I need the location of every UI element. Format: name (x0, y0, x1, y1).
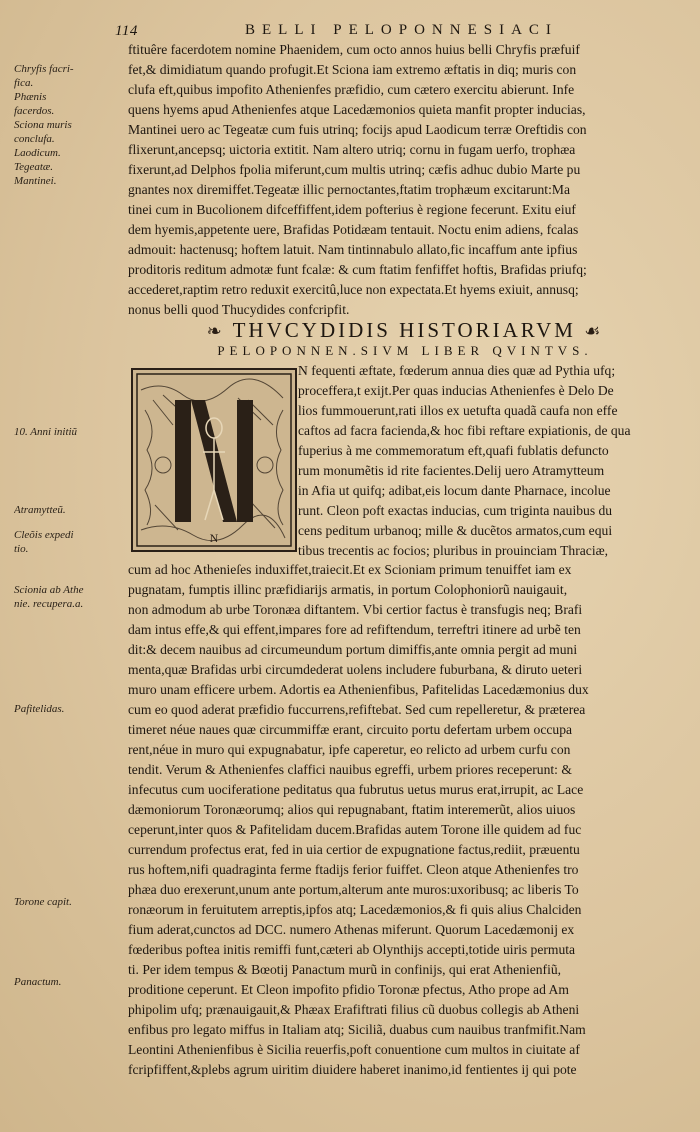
text-line: cum eo quod aderat præfidio fuccurrens,refiftebat. Sed cum repelleretur, & præterea (128, 702, 586, 717)
text-line: fixerunt,ad Delphos fpolia miferunt,cum multis utrinq; cæfis adhuc dubio Marte pu (128, 162, 581, 177)
margin-line: Laodicum. (14, 147, 61, 159)
text-line: ronæorum in feruitutem arreptis,ipfos atq; Lacedæmonios,& fi quis alius Chalciden (128, 902, 582, 917)
text-line: Mantinei uero ac Tegeatæ cum fuis utrinq; focijs apud Laodicum terræ Oreftidis con (128, 122, 587, 137)
running-head: BELLI PELOPONNESIACI (245, 22, 558, 38)
text-line: accederet,raptim retro reduxit exercitû,luce non expectata.Et hyems exiuit, annusq; (128, 282, 579, 297)
fleuron-right-icon: ☙ (584, 321, 604, 341)
margin-note-pasitelidas (14, 702, 126, 716)
text-line: fœderibus poftea initis remiffi funt,cæteri ab Olynthijs accepti,totide uiris permuta (128, 942, 576, 957)
margin-note-panactum (14, 975, 126, 989)
folio-number: 114 (115, 23, 138, 39)
text-line: rus hoftem,nifi quadraginta ferme ftadijs ferior fuiffet. Cleon atque Athenienfes tro (128, 862, 579, 877)
text-line: fcripfiffent,&plebs agrum uiritim diuidere haberet inanimo,id fentientes ij qui pote (128, 1062, 577, 1077)
text-line: phæa duo erexerunt,unum ante portum,alterum ante muros:uxoribusq; ac liberis To (128, 882, 579, 897)
text-line: fet,& dimidiatum quando profugit.Et Sciona iam extremo æftatis in diq; muris con (128, 62, 577, 77)
text-line: ftituêre facerdotem nomine Phaenidem, cum octo annos huius belli Chryfis præfuif (128, 42, 580, 57)
margin-line: Mantinei. (14, 175, 57, 187)
text-line: pugnatam, fumptis illinc præfidiarijs armatis, in portum Colophoniorũ nauigauit, (128, 582, 568, 597)
text-line: tibus trecentis ac focios; pluribus in prouinciam Thraciæ, (298, 543, 609, 558)
text-line: proditione ceperunt. Et Cleon impofito pfidio Toronæ pfectus, Atho prope ad Am (128, 982, 569, 997)
margin-line: fica. (14, 77, 34, 89)
text-line: timeret néue naues quæ circummiffæ erant, circuito portu defertam urbem occupa (128, 722, 573, 737)
text-line: caftos ad facra facienda,& hoc fibi reftare expiationis, de qua (298, 423, 631, 438)
text-line: proditoris reditum admotæ funt fcalæ: & cum ftatim fenfiffet hoftis, Brafidas priufq; (128, 262, 587, 277)
text-line: rum monumẽtis id rite facientes.Delij uero Atramytteum (298, 463, 605, 478)
margin-line: Scionia ab Athe (14, 584, 84, 596)
text-line: currendum profectus erat, fed in uia certior de expugnatione factus,rediit, præuentu (128, 842, 580, 857)
text-line: proceffera,t exijt.Per quas inducias Athenienfes è Delo De (298, 383, 614, 398)
woodcut-figure-icon (133, 370, 295, 550)
text-line: gnantes nox diremiffet.Tegeatæ illic pernoctantes,ftatim trophæum excitarunt:Ma (128, 182, 570, 197)
margin-note-torone (14, 895, 126, 909)
margin-line: Torone capit. (14, 896, 72, 908)
margin-line: Atramytteũ. (14, 504, 66, 516)
text-line: ti. Per idem tempus & Bœotij Panactum murũ in confinijs, qui erat Athenienfiũ, (128, 962, 562, 977)
margin-line: 10. Anni initiũ (14, 426, 78, 438)
text-line: infecutus cum uociferatione peditatus qua fubrutus uetus murus erat,irrupit, ac Lace (128, 782, 584, 797)
text-line: phipolim ufq; prænauigauit,& Phæax Erafiftrati filius cũ duobus collegis ab Atheni (128, 1002, 580, 1017)
text-line: dem hyemis,appetente uere, Brafidas Potidæam tentauit. Noctu enim adiens, fcalas (128, 222, 579, 237)
margin-line: Chryfis facri- (14, 63, 74, 75)
margin-note-anni-initium (14, 425, 126, 439)
text-line: tendit. Verum & Athenienfes claffici nauibus egreffi, urbem priores receperunt: & (128, 762, 572, 777)
book-subtitle: PELOPONNEN.SIVM LIBER QVINTVS. (217, 343, 593, 358)
text-line: N fequenti æftate, fœderum annua dies quæ ad Pythia ufq; (298, 363, 616, 378)
margin-line: Tegeatæ. (14, 161, 54, 173)
text-line: admouit: hactenusq; hoftem latuit. Nam tintinnabulo allato,fic incaffum ante ipfius (128, 242, 578, 257)
text-line: non admodum ab urbe Toronæa diftantem. Vbi certior factus è transfugis neq; Brafi (128, 602, 583, 617)
text-line: dam intus effe,& qui effent,impares fore ad refiftendum, terreftri itinere ad urbẽ ten (128, 622, 581, 637)
text-line: rent,néue in muro qui expugnabatur, ipfe caperetur, eo relicto ad urbem curfu con (128, 742, 571, 757)
text-line: dæmoniorum Toronæorumq; alios qui repugnabant, ftatim interemerũt, alios uiuos (128, 802, 576, 817)
text-line: Leontini Athenienfibus è Sicilia reuerfis,poft conuentione cum multos in ciuitate af (128, 1042, 580, 1057)
text-line: cum ad hoc Athenieſes induxiffet,traiecit.Et ex Scioniam primum tenuiffet iam ex (128, 562, 572, 577)
text-line: clufa eft,quibus impofito Athenienfes præfidio, cum cætero exercitu abierunt. Infe (128, 82, 575, 97)
margin-line: Phænis (14, 91, 47, 103)
text-line: muro unam efficere urbem. Adortis ea Athenienfibus, Pafitelidas Lacedæmonius dux (128, 682, 589, 697)
margin-note-chrysis (14, 62, 126, 188)
margin-line: nie. recupera.a. (14, 598, 84, 610)
margin-line: tio. (14, 543, 29, 555)
text-line: lios fummouerunt,rati illos ex uetufta quadã caufa non effe (298, 403, 618, 418)
margin-line: Panactum. (14, 976, 62, 988)
text-line: in Afia ut quifq; adibat,eis locum dante Pharnace, incolue (298, 483, 611, 498)
text-line: fuperius à me commemoratum eft,quafi fublatis defuncto (298, 443, 609, 458)
margin-note-cleon (14, 528, 126, 556)
text-line: tinei cum in Bucolionem difceffiffent,idem pofterius è regione fecerunt. Exitu eiuf (128, 202, 576, 217)
text-line: menta,quæ Brafidas urbi circumdederat uolens includere fuburbana, & diruto ueteri (128, 662, 583, 677)
margin-line: Pafitelidas. (14, 703, 65, 715)
text-line: quens hyems apud Athenienfes atque Lacedæmonios quieta manfit propter inducias, (128, 102, 586, 117)
text-line: cens peditum urbanoq; mille & ducẽtos armatos,cum equi (298, 523, 613, 538)
text-line: enfibus pro legato miffus in Italiam atq; Siciliã, duabus cum nauibus tranfmifit.Nam (128, 1022, 586, 1037)
margin-line: Cleõis expedi (14, 529, 74, 541)
margin-note-scionia (14, 583, 126, 611)
text-line: dit:& decem nauibus ad circumeundum portum dimiffis,ante omnia pergit ad muni (128, 642, 578, 657)
text-line: fium aderat,cunctos ad DCC. numero Athenas miferunt. Quorum Lacedæmonij ex (128, 922, 575, 937)
svg-text:N: N (209, 531, 219, 545)
margin-line: facerdos. (14, 105, 55, 117)
margin-line: conclufa. (14, 133, 55, 145)
margin-line: Sciona muris (14, 119, 72, 131)
text-line: ceperunt,inter quos & Pafitelidam ducem.Brafidas autem Torone ille quidem ad fuc (128, 822, 582, 837)
fleuron-left-icon: ❧ (206, 321, 225, 341)
margin-note-atramytteum (14, 503, 126, 517)
book-title (150, 318, 660, 343)
text-line: runt. Cleon poft exactas inducias, cum triginta nauibus du (298, 503, 613, 518)
woodcut-initial-n (131, 368, 297, 552)
text-line: nonus belli quod Thucydides confcripfit. (128, 302, 350, 317)
book-title-text: THVCYDIDIS HISTORIARVM (232, 318, 576, 342)
text-line: flixerunt,ancepsq; uictoria extitit. Nam altero utriq; cornu in fugam uerfo, trophæa (128, 142, 576, 157)
